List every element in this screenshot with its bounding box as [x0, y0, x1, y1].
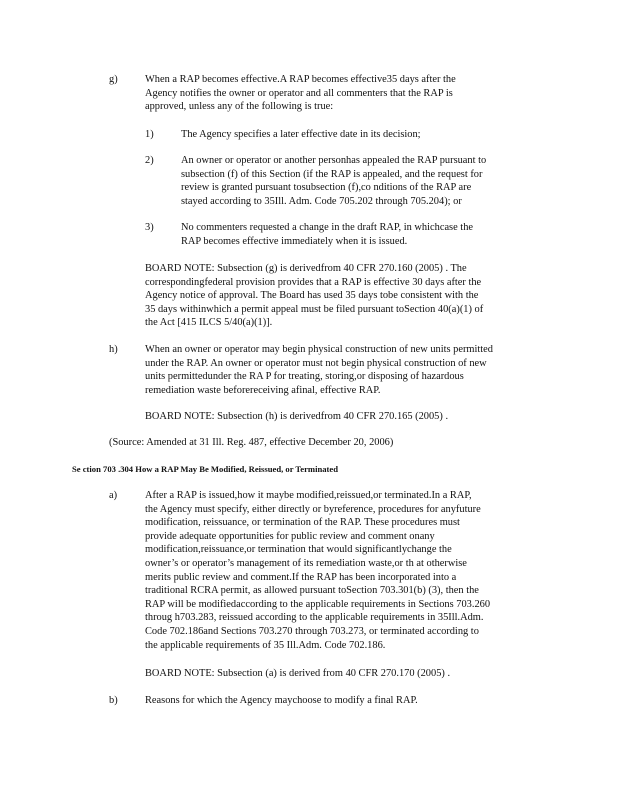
- item-marker-h: h): [109, 344, 118, 355]
- paragraph-2: An owner or operator or another personhas appealed the RAP pursuant to subsection (f) of this Section (if the RAP is appealed, and the request for review is granted pursuant tosubsection (f),co nditions of the RAP are stayed according to 35Ill. Adm. Code 705.202 through 705.204); or: [181, 155, 487, 207]
- paragraph-g: When a RAP becomes effective.A RAP becomes effective35 days after the Agency notifies the owner or operator and all commenters that the RAP is approved, unless any of the following is true:: [145, 74, 456, 113]
- board-note-a: BOARD NOTE: Subsection (a) is derived from 40 CFR 270.170 (2005) .: [145, 668, 451, 679]
- paragraph-h: When an owner or operator may begin physical construction of new units permitted under the RAP. An owner or operator must not begin physical construction of new units permittedunder the RA P for treating, storing,or disposing of hazardous remediation waste beforereceiving afinal, effective RAP.: [145, 344, 493, 396]
- section-heading: Se ction 703 .304 How a RAP May Be Modified, Reissued, or Terminated: [72, 464, 339, 474]
- item-marker-3: 3): [145, 222, 154, 233]
- item-marker-a: a): [109, 490, 118, 501]
- paragraph-3: No commenters requested a change in the draft RAP, in whichcase the RAP becomes effective immediately when it is issued.: [181, 222, 473, 247]
- item-marker-2: 2): [145, 155, 154, 166]
- paragraph-1: The Agency specifies a later effective date in its decision;: [181, 129, 421, 140]
- source-note: (Source: Amended at 31 Ill. Reg. 487, effective December 20, 2006): [109, 437, 394, 448]
- paragraph-b: Reasons for which the Agency maychoose to modify a final RAP.: [145, 695, 418, 706]
- item-marker-b: b): [109, 695, 118, 706]
- paragraph-a: After a RAP is issued,how it maybe modified,reissued,or terminated.In a RAP, the Agency must specify, either directly or byreference, procedures for anyfuture modification, reissuance, or termination of the RAP. These procedures must provide adequate opportunities for public review and comment onany modification,reissuance,or termination that would significantlychange the owner’s or operator’s management of its remediation waste,or th at otherwise merits public review and comment.If the RAP has been incorporated into a traditional RCRA permit, as allowed pursuant toSection 703.301(b) (3), then the RAP will be modifiedaccording to the applicable requirements in Sections 703.260 throug h703.283, reissued according to the applicable requirements in 35Ill.Adm. Code 702.186and Sections 703.270 through 703.273, or terminated according to the applicable requirements of 35 Ill.Adm. Code 702.186.: [145, 490, 491, 651]
- board-note-h: BOARD NOTE: Subsection (h) is derivedfrom 40 CFR 270.165 (2005) .: [145, 411, 449, 422]
- item-marker-1: 1): [145, 129, 154, 140]
- board-note-g: BOARD NOTE: Subsection (g) is derivedfrom 40 CFR 270.160 (2005) . The correspondingfederal provision provides that a RAP is effective 30 days after the Agency notice of approval. The Board has used 35 days tobe consistent with the 35 days withinwhich a permit appeal must be filed pursuant toSection 40(a)(1) of the Act [415 ILCS 5/40(a)(1)].: [145, 263, 484, 329]
- item-marker-g: g): [109, 74, 118, 85]
